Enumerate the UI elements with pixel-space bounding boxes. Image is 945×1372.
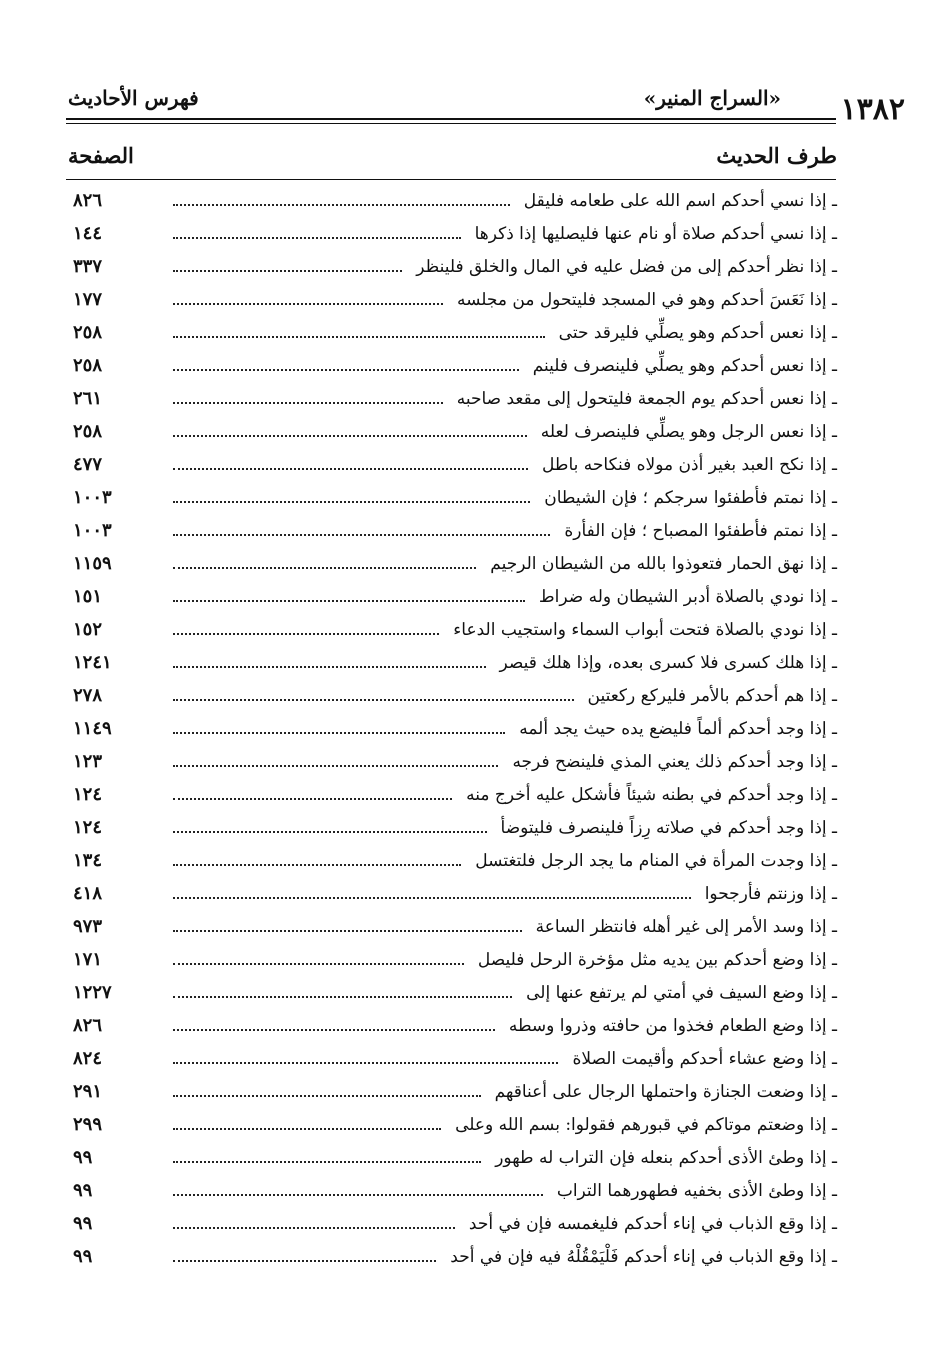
hadith-text: ـ إذا وسد الأمر إلى غير أهله فانتظر الساعة xyxy=(535,916,837,937)
page-reference: ١٤٤ xyxy=(73,223,103,244)
dot-leader xyxy=(173,468,528,470)
page-reference: ٨٢٤ xyxy=(73,1048,103,1069)
index-entry xyxy=(67,580,837,613)
index-entry xyxy=(67,811,837,844)
page-reference: ١٣٤ xyxy=(73,850,103,871)
dot-leader xyxy=(173,435,527,437)
hadith-text: ـ إذا وجد أحدكم ألماً فليضع يده حيث يجد ألمه xyxy=(519,718,837,739)
hadith-text: ـ إذا نمتم فأطفئوا سرجكم ؛ فإن الشيطان xyxy=(544,487,837,508)
page-reference: ٤٧٧ xyxy=(73,454,103,475)
dot-leader xyxy=(173,402,443,404)
hadith-text: ـ إذا وضع أحدكم بين يديه مثل مؤخرة الرحل فليصل xyxy=(477,949,837,970)
page-reference: ٩٩ xyxy=(73,1180,93,1201)
dot-leader xyxy=(173,369,519,371)
page-reference: ٨٢٦ xyxy=(73,190,103,211)
index-entry xyxy=(67,679,837,712)
dot-leader xyxy=(173,699,574,701)
index-entry xyxy=(67,877,837,910)
page-reference: ١٢٣ xyxy=(73,751,103,772)
page-reference: ١٠٠٣ xyxy=(73,520,112,541)
hadith-text: ـ إذا وجد أحدكم في صلاته رِزاً فلينصرف فليتوضأ xyxy=(500,817,837,838)
hadith-text: ـ إذا هم أحدكم بالأمر فليركع ركعتين xyxy=(587,685,837,706)
dot-leader xyxy=(173,831,487,833)
index-entry xyxy=(67,1207,837,1240)
dot-leader xyxy=(173,765,498,767)
index-entry xyxy=(67,250,837,283)
dot-leader xyxy=(173,864,461,866)
dot-leader xyxy=(173,1260,436,1262)
hadith-text: ـ إذا نكح العبد بغير أذن مولاه فنكاحه باطل xyxy=(542,454,837,475)
hadith-text: ـ إذا نعس أحدكم وهو يصلِّي فلينصرف فلينم xyxy=(532,355,837,376)
hadith-text: ـ إذا نعس أحدكم وهو يصلِّي فليرقد حتى xyxy=(558,322,837,343)
dot-leader xyxy=(173,1194,543,1196)
hadith-text: ـ إذا هلك كسرى فلا كسرى بعده، وإذا هلك قيصر xyxy=(499,652,837,673)
column-header-page: الصفحة xyxy=(68,143,134,168)
page-reference: ٨٢٦ xyxy=(73,1015,103,1036)
index-entry xyxy=(67,1042,837,1075)
index-entry xyxy=(67,448,837,481)
page-reference: ١٧١ xyxy=(73,949,103,970)
dot-leader xyxy=(173,567,476,569)
hadith-text: ـ إذا وقع الذباب في إناء أحدكم فليغمسه فإن في أحد xyxy=(468,1213,837,1234)
dot-leader xyxy=(173,204,510,206)
index-entry xyxy=(67,1141,837,1174)
page-reference: ١٥١ xyxy=(73,586,103,607)
index-entry xyxy=(67,547,837,580)
hadith-text: ـ إذا نَعَسَ أحدكم وهو في المسجد فليتحول من مجلسه xyxy=(456,289,837,310)
index-entry xyxy=(67,349,837,382)
page-reference: ٢٩٩ xyxy=(73,1114,103,1135)
index-entry xyxy=(67,217,837,250)
page-reference: ٢٥٨ xyxy=(73,421,103,442)
section-title: فهرس الأحاديث xyxy=(68,86,199,110)
index-entry xyxy=(67,1108,837,1141)
page-reference: ٢٩١ xyxy=(73,1081,103,1102)
page-reference: ٩٧٣ xyxy=(73,916,103,937)
column-header-rule xyxy=(66,179,836,180)
index-entry xyxy=(67,712,837,745)
page-reference: ٩٩ xyxy=(73,1213,93,1234)
hadith-text: ـ إذا وجد أحدكم في بطنه شيئاً فأشكل عليه أخرج منه xyxy=(466,784,837,805)
dot-leader xyxy=(173,270,402,272)
page-reference: ١٢٤١ xyxy=(73,652,112,673)
dot-leader xyxy=(173,996,512,998)
index-entry xyxy=(67,481,837,514)
index-entry xyxy=(67,844,837,877)
page-reference: ١٥٢ xyxy=(73,619,103,640)
index-entry xyxy=(67,613,837,646)
hadith-text: ـ إذا وجدت المرأة في المنام ما يجد الرجل فلتغتسل xyxy=(475,850,837,871)
dot-leader xyxy=(173,798,452,800)
dot-leader xyxy=(173,1062,558,1064)
index-entry xyxy=(67,1075,837,1108)
index-entry xyxy=(67,1240,837,1273)
page-reference: ٩٩ xyxy=(73,1246,93,1267)
page-reference: ٣٣٧ xyxy=(73,256,103,277)
hadith-text: ـ إذا نظر أحدكم إلى من فضل عليه في المال والخلق فلينظر xyxy=(416,256,837,277)
hadith-text: ـ إذا نسي أحدكم صلاة أو نام عنها فليصليها إذا ذكرها xyxy=(474,223,837,244)
dot-leader xyxy=(173,1029,495,1031)
header-rule-thin xyxy=(66,123,836,124)
index-entry xyxy=(67,976,837,1009)
header-rule xyxy=(66,118,836,120)
dot-leader xyxy=(173,336,545,338)
page-reference: ٤١٨ xyxy=(73,883,103,904)
hadith-text: ـ إذا نودي بالصلاة فتحت أبواب السماء واستجيب الدعاء xyxy=(453,619,837,640)
page-reference: ٩٩ xyxy=(73,1147,93,1168)
hadith-text: ـ إذا وضعت الجنازة واحتملها الرجال على أعناقهم xyxy=(494,1081,837,1102)
hadith-text: ـ إذا وزنتم فأرجحوا xyxy=(704,883,837,904)
index-entry xyxy=(67,415,837,448)
index-entry xyxy=(67,1009,837,1042)
hadith-text: ـ إذا وضع الطعام فخذوا من حافته وذروا وسطه xyxy=(508,1015,837,1036)
page-number: ١٣٨٢ xyxy=(840,92,905,127)
page-reference: ٢٧٨ xyxy=(73,685,103,706)
page-reference: ٢٦١ xyxy=(73,388,103,409)
index-entry xyxy=(67,778,837,811)
dot-leader xyxy=(173,1128,441,1130)
page-reference: ١٧٧ xyxy=(73,289,103,310)
index-entry xyxy=(67,646,837,679)
page-reference: ١١٥٩ xyxy=(73,553,112,574)
hadith-text: ـ إذا نسي أحدكم اسم الله على طعامه فليقل xyxy=(523,190,837,211)
index-entry xyxy=(67,745,837,778)
page-reference: ٢٥٨ xyxy=(73,322,103,343)
dot-leader xyxy=(173,1227,455,1229)
page-reference: ٢٥٨ xyxy=(73,355,103,376)
index-entry xyxy=(67,514,837,547)
index-entry xyxy=(67,910,837,943)
hadith-text: ـ إذا نودي بالصلاة أدبر الشيطان وله ضراط xyxy=(538,586,837,607)
hadith-text: ـ إذا وطئ الأذى أحدكم بنعله فإن التراب له طهور xyxy=(495,1147,837,1168)
hadith-text: ـ إذا وضع السيف في أمتي لم يرتفع عنها إلى xyxy=(526,982,837,1003)
dot-leader xyxy=(173,1095,481,1097)
dot-leader xyxy=(173,732,505,734)
index-entry xyxy=(67,943,837,976)
hadith-text: ـ إذا نهق الحمار فتعوذوا بالله من الشيطان الرجيم xyxy=(490,553,837,574)
page-reference: ١٢٢٧ xyxy=(73,982,112,1003)
column-header-hadith: طرف الحديث xyxy=(716,143,837,168)
hadith-text: ـ إذا وقع الذباب في إناء أحدكم فَلْيَمْقُلْهُ فيه فإن في أحد xyxy=(450,1246,837,1267)
dot-leader xyxy=(173,501,530,503)
hadith-text: ـ إذا وطئ الأذى بخفيه فطهورهما التراب xyxy=(556,1180,837,1201)
dot-leader xyxy=(173,1161,481,1163)
index-entry xyxy=(67,184,837,217)
index-entry xyxy=(67,283,837,316)
dot-leader xyxy=(173,633,439,635)
page-reference: ١٢٤ xyxy=(73,817,103,838)
dot-leader xyxy=(173,666,486,668)
hadith-text: ـ إذا وضعتم موتاكم في قبورهم فقولوا: بسم الله وعلى xyxy=(455,1114,837,1135)
hadith-index-list xyxy=(67,184,837,1273)
dot-leader xyxy=(173,534,550,536)
dot-leader xyxy=(173,963,464,965)
page-reference: ١١٤٩ xyxy=(73,718,112,739)
hadith-text: ـ إذا نمتم فأطفئوا المصباح ؛ فإن الفأرة xyxy=(564,520,837,541)
page-reference: ١٠٠٣ xyxy=(73,487,112,508)
page-reference: ١٢٤ xyxy=(73,784,103,805)
dot-leader xyxy=(173,600,525,602)
index-entry xyxy=(67,1174,837,1207)
hadith-text: ـ إذا نعس أحدكم يوم الجمعة فليتحول إلى مقعد صاحبه xyxy=(456,388,837,409)
dot-leader xyxy=(173,897,691,899)
hadith-text: ـ إذا وضع عشاء أحدكم وأقيمت الصلاة xyxy=(572,1048,837,1069)
dot-leader xyxy=(173,237,461,239)
book-title: «السراج المنير» xyxy=(643,86,781,110)
dot-leader xyxy=(173,303,443,305)
hadith-text: ـ إذا نعس الرجل وهو يصلِّي فلينصرف لعله xyxy=(540,421,837,442)
index-entry xyxy=(67,382,837,415)
index-entry xyxy=(67,316,837,349)
dot-leader xyxy=(173,930,522,932)
hadith-text: ـ إذا وجد أحدكم ذلك يعني المذي فلينضح فرجه xyxy=(512,751,837,772)
